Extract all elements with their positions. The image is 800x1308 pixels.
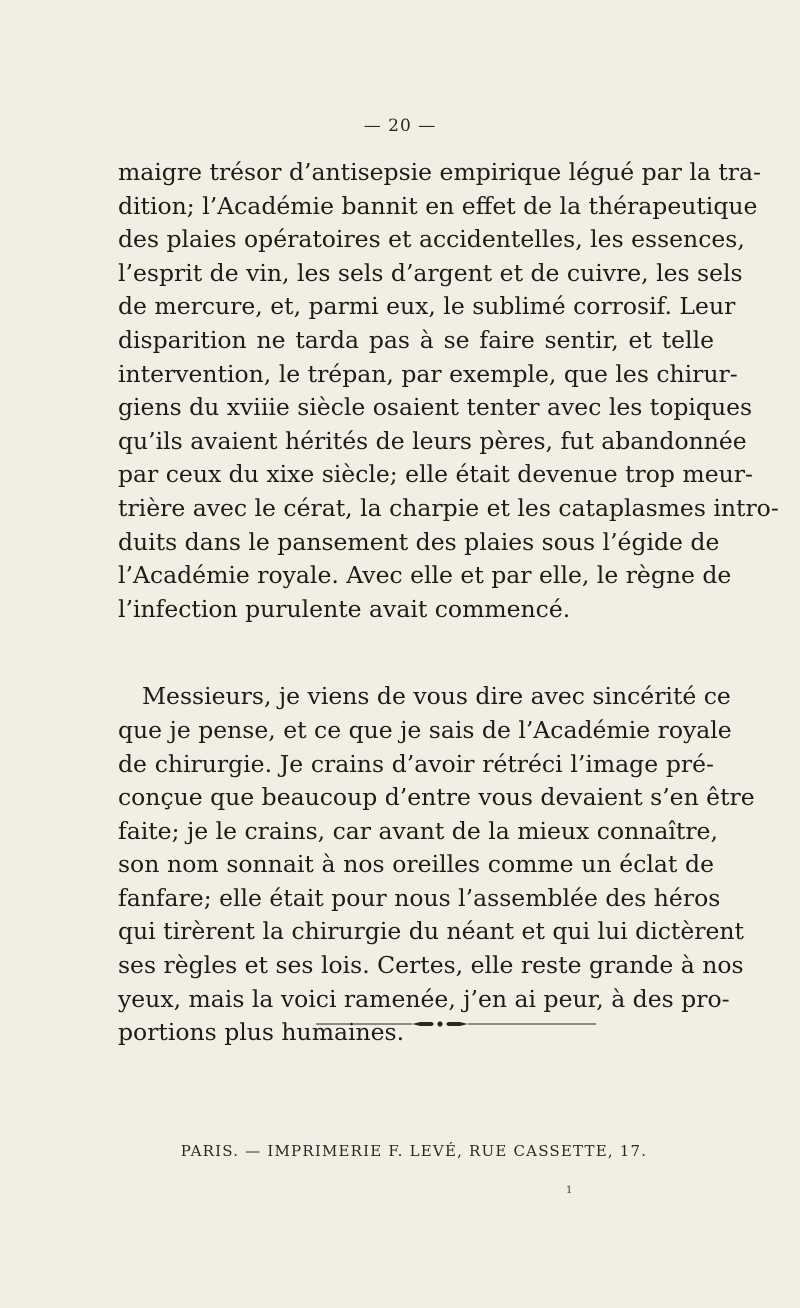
text-line: de mercure, et, parmi eux, le sublimé corrosif. Leur xyxy=(118,292,736,321)
body-text xyxy=(118,156,779,1050)
text-line: duits dans le pansement des plaies sous l’égide de xyxy=(118,527,720,556)
text-line: giens du xviiie siècle osaient tenter avec les topiques xyxy=(118,393,753,422)
text-line: l’infection purulente avait commencé. xyxy=(118,594,571,623)
text-line: faite; je le crains, car avant de la mieux connaître, xyxy=(118,816,718,845)
text-line: son nom sonnait à nos oreilles comme un éclat de xyxy=(118,850,714,879)
text-line: des plaies opératoires et accidentelles, les essences, xyxy=(118,225,745,254)
text-line: de chirurgie. Je crains d’avoir rétréci l’image pré- xyxy=(118,749,714,778)
text-line: intervention, le trépan, par exemple, que les chirur- xyxy=(118,359,738,388)
page-number: — 20 — xyxy=(363,116,437,136)
text-line: trière avec le cérat, la charpie et les cataplasmes intro- xyxy=(118,493,779,522)
rule-ornament-icon xyxy=(316,1021,596,1027)
printer-imprint: PARIS. — IMPRIMERIE F. LEVÉ, RUE CASSETTE, 17. xyxy=(180,1142,648,1160)
text-line: portions plus humaines. xyxy=(118,1018,405,1047)
text-line: maigre trésor d’antisepsie empirique légué par la tra- xyxy=(118,158,761,186)
paragraph-2 xyxy=(118,680,755,1050)
text-line: Messieurs, je viens de vous dire avec sincérité ce xyxy=(142,682,731,711)
text-line: dition; l’Académie bannit en effet de la thérapeutique xyxy=(118,191,758,220)
text-line: l’esprit de vin, les sels d’argent et de cuivre, les sels xyxy=(118,258,743,287)
text-line: yeux, mais la voici ramenée, j’en ai peur, à des pro- xyxy=(118,984,730,1013)
text-line: ses règles et ses lois. Certes, elle reste grande à nos xyxy=(118,951,744,980)
text-line: fanfare; elle était pour nous l’assemblée des héros xyxy=(118,883,721,912)
text-line: conçue que beaucoup d’entre vous devaient s’en être xyxy=(118,783,755,812)
text-line: par ceux du xixe siècle; elle était devenue trop meur- xyxy=(118,460,753,489)
text-line: disparition ne tarda pas à se faire sentir, et telle xyxy=(118,325,714,354)
signature-mark: 1 xyxy=(566,1185,573,1196)
paragraph-1 xyxy=(118,156,779,626)
text-line: qu’ils avaient hérités de leurs pères, fut abandonnée xyxy=(118,426,747,455)
text-line: qui tirèrent la chirurgie du néant et qui lui dictèrent xyxy=(118,917,744,946)
text-line: l’Académie royale. Avec elle et par elle, le règne de xyxy=(118,561,732,590)
text-line: que je pense, et ce que je sais de l’Académie royale xyxy=(118,715,732,744)
